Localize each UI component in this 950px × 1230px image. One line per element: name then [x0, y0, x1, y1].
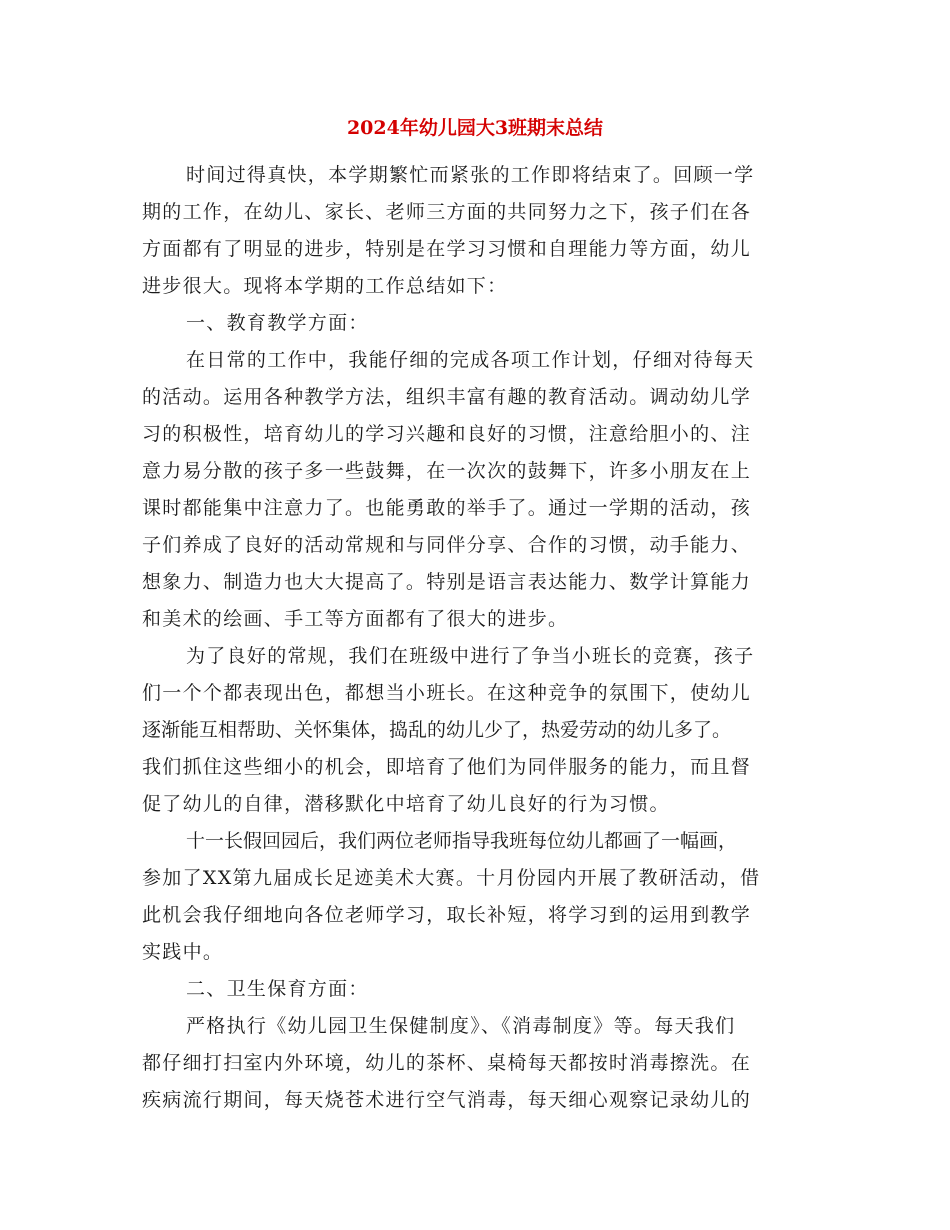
- text-line: 在日常的工作中，我能仔细的完成各项工作计划，仔细对待每天: [186, 349, 755, 371]
- text-line: 都仔细打扫室内外环境，幼儿的茶杯、桌椅每天都按时消毒擦洗。在: [142, 1052, 752, 1074]
- text-line: 课时都能集中注意力了。也能勇敢的举手了。通过一学期的活动，孩: [142, 497, 752, 519]
- text-line: 逐渐能互相帮助、关怀集体，捣乱的幼儿少了，热爱劳动的幼儿多了。: [142, 719, 732, 741]
- text-line: 方面都有了明显的进步，特别是在学习习惯和自理能力等方面，幼儿: [142, 238, 752, 260]
- text-line: 疾病流行期间，每天烧苍术进行空气消毒，每天细心观察记录幼儿的: [142, 1089, 752, 1111]
- document-body: [142, 157, 808, 1119]
- text-line: 我们抓住这些细小的机会，即培育了他们为同伴服务的能力，而且督: [142, 756, 752, 778]
- text-line: 期的工作，在幼儿、家长、老师三方面的共同努力之下，孩子们在各: [142, 201, 752, 223]
- text-line: 十一长假回园后，我们两位老师指导我班每位幼儿都画了一幅画，: [186, 830, 738, 852]
- text-line: 们一个个都表现出色，都想当小班长。在这种竞争的氛围下，使幼儿: [142, 682, 752, 704]
- text-line: 习的积极性，培育幼儿的学习兴趣和良好的习惯，注意给胆小的、注: [142, 423, 752, 445]
- text-line: 子们养成了良好的活动常规和与同伴分享、合作的习惯，动手能力、: [142, 534, 752, 556]
- text-line: 此机会我仔细地向各位老师学习，取长补短，将学习到的运用到教学: [142, 904, 752, 926]
- text-line: 严格执行《幼儿园卫生保健制度》、《消毒制度》等。每天我们: [186, 1015, 736, 1037]
- text-line: 意力易分散的孩子多一些鼓舞，在一次次的鼓舞下，许多小朋友在上: [142, 460, 752, 482]
- text-line: 促了幼儿的自律，潜移默化中培育了幼儿良好的行为习惯。: [142, 793, 670, 815]
- text-line: 和美术的绘画、手工等方面都有了很大的进步。: [142, 608, 569, 630]
- text-line: 进步很大。现将本学期的工作总结如下：: [142, 275, 508, 297]
- text-line: 为了良好的常规，我们在班级中进行了争当小班长的竞赛，孩子: [186, 645, 755, 667]
- text-line: 想象力、制造力也大大提高了。特别是语言表达能力、数学计算能力: [142, 571, 752, 593]
- text-line: 参加了XX第九届成长足迹美术大赛。十月份园内开展了教研活动，借: [142, 867, 761, 889]
- text-line: 的活动。运用各种教学方法，组织丰富有趣的教育活动。调动幼儿学: [142, 386, 752, 408]
- text-line: 二、卫生保育方面：: [186, 978, 369, 1000]
- text-line: 实践中。: [142, 941, 224, 963]
- document-title: 2024年幼儿园大3班期末总结: [346, 117, 604, 139]
- text-line: 时间过得真快，本学期繁忙而紧张的工作即将结束了。回顾一学: [186, 164, 755, 186]
- text-line: 一、教育教学方面：: [186, 312, 369, 334]
